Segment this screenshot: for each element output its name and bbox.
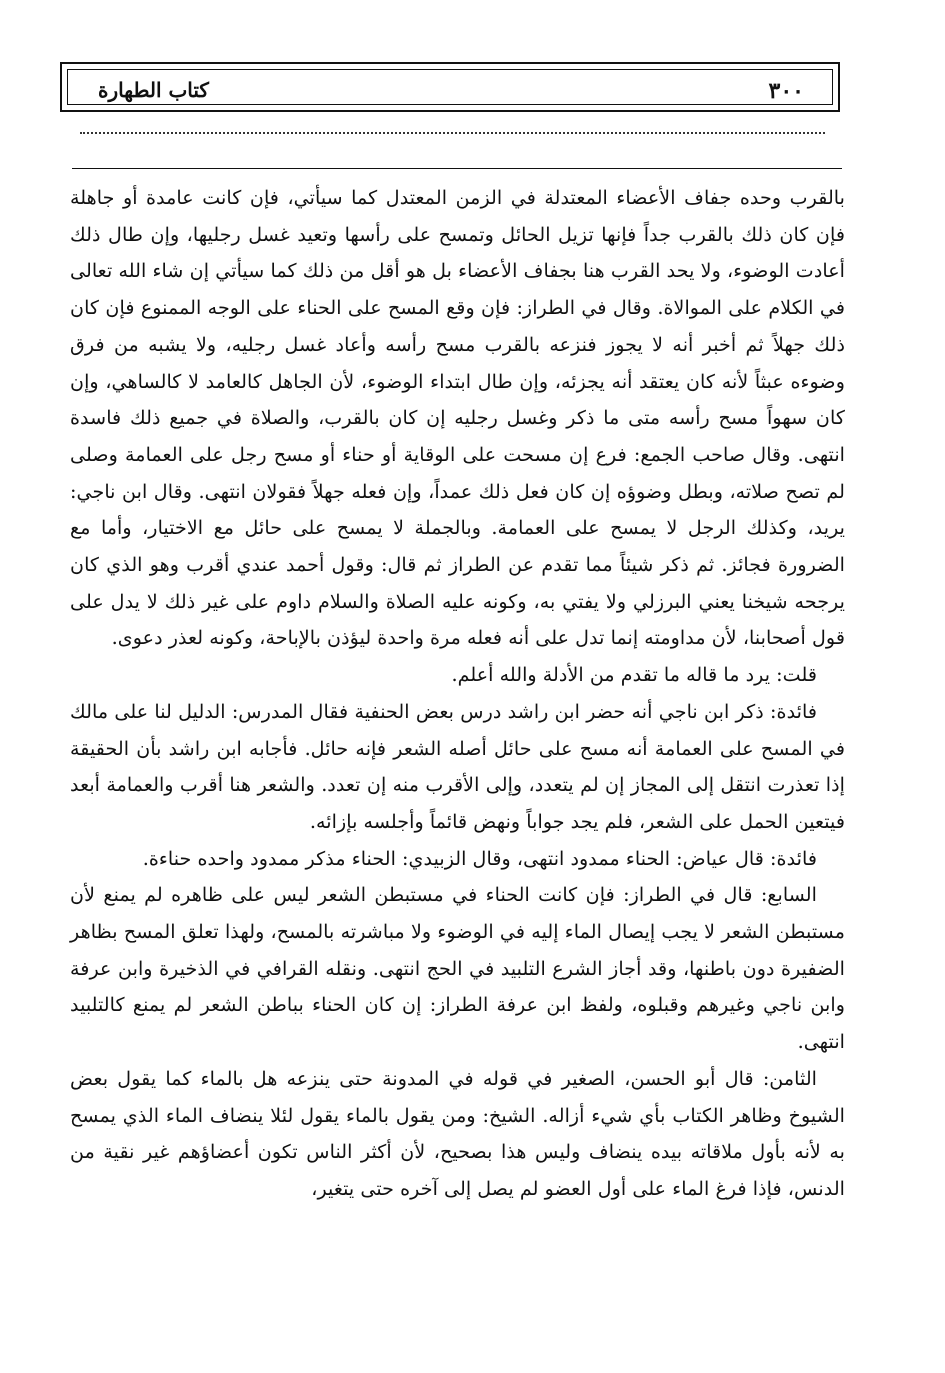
page-number: ٣٠٠ bbox=[768, 78, 804, 104]
paragraph-seventh: السابع: قال في الطراز: فإن كانت الحناء في مستبطن الشعر ليس على ظاهره لم يمنع لأن مستبطن الشعر لا يجب إيصال الماء إليه في الوضوء ولا مباشرته بالمسح، ولهذا تعلق المسح بظاهر الضفيرة دون باطنها، وقد أجاز الشرع التلبيد في الحج انتهى. ونقله القرافي في الذخيرة وابن عرفة وابن ناجي وغيرهم وقبلوه، ولفظ ابن عرفة الطراز: إن كان الحناء بباطن الشعر لم يمنع كالتلبيد انتهى. bbox=[70, 883, 845, 1054]
paragraph-continuation: بالقرب وحده جفاف الأعضاء المعتدلة في الزمن المعتدل كما سيأتي، فإن كانت عامدة أو جاهلة فإن كان ذلك بالقرب جداً فإنها تزيل الحائل وتمسح على رأسها وتعيد غسل رجليها، وإن طال ذلك أعادت الوضوء، ولا يحد القرب هنا بجفاف الأعضاء بل هو أقل من ذلك كما سيأتي إن شاء الله تعالى في الكلام على الموالاة. وقال في الطراز: فإن وقع المسح على الحناء على الوجه الممنوع فإن كان ذلك جهلاً ثم أخبر أنه لا يجوز فنزعه بالقرب مسح رأسه وأعاد غسل رجليه، ولا يشبه من فرق وضوءه عبثاً لأنه كان يعتقد أنه يجزئه، وإن طال ابتداء الوضوء، لأن الجاهل كالعامد لا كالساهي، وإن كان سهواً مسح رأسه متى ما ذكر وغسل رجليه إن كان بالقرب، والصلاة في جميع ذلك فاسدة انتهى. وقال صاحب الجمع: فرع إن مسحت على الوقاية أو حناء أو مسح رجل على العمامة وصلى لم تصح صلاته، وبطل وضوؤه إن كان فعل ذلك عمداً، وإن فعله جهلاً فقولان انتهى. وقال ابن ناجي: يريد، وكذلك الرجل لا يمسح على العمامة. وبالجملة لا يمسح على حائل مع الاختيار، وأما مع الضرورة فجائز. ثم ذكر شيئاً مما تقدم عن الطراز ثم قال: وقول أحمد عندي أقرب وهو الذي كان يرجحه شيخنا يعني البرزلي ولا يفتي به، وكونه عليه الصلاة والسلام داوم على غير ذلك لا يدل على قول أصحابنا، لأن مداومته إنما تدل على أنه فعله مرة واحدة ليؤذن بالإباحة، وكونه لعذر دعوى. bbox=[70, 186, 845, 650]
book-title: كتاب الطهارة bbox=[98, 78, 209, 102]
paragraph-qultu: قلت: يرد ما قاله ما تقدم من الأدلة والله أعلم. bbox=[451, 663, 817, 687]
paragraph-faida-2: فائدة: قال عياض: الحناء ممدود انتهى، وقال الزبيدي: الحناء مذكر ممدود واحده حناءة. bbox=[142, 846, 817, 870]
header-inner-frame bbox=[67, 69, 833, 105]
header-rule bbox=[72, 168, 842, 169]
page-header bbox=[60, 62, 840, 112]
page-body bbox=[70, 180, 845, 1208]
paragraph-eighth: الثامن: قال أبو الحسن، الصغير في قوله في المدونة حتى ينزعه هل بالماء كما يقول بعض الشيوخ وظاهر الكتاب بأي شيء أزاله. الشيخ: ومن يقول بالماء يقول لئلا ينضاف الماء الذي يمسح به لأنه بأول ملاقاته بيده ينضاف وليس هذا بصحيح، لأن أكثر الناس تكون أعضاؤهم غير نقية من الدنس، فإذا فرغ الماء على أول العضو لم يصل إلى آخره حتى يتغير، bbox=[70, 1066, 845, 1200]
paragraph-faida-1: فائدة: ذكر ابن ناجي أنه حضر ابن راشد درس بعض الحنفية فقال المدرس: الدليل لنا على مالك في المسح على العمامة أنه مسح على حائل أصله الشعر فإنه حائل. فأجابه ابن راشد بأن الحقيقة إذا تعذرت انتقل إلى المجاز إن لم يتعدد، وإلى الأقرب منه إن تعدد. والشعر هنا أقرب والعمامة أبعد فيتعين الحمل على الشعر، فلم يجد جواباً ونهض قائماً وأجلسه بإزائه. bbox=[70, 699, 845, 833]
dotted-separator bbox=[80, 132, 825, 134]
